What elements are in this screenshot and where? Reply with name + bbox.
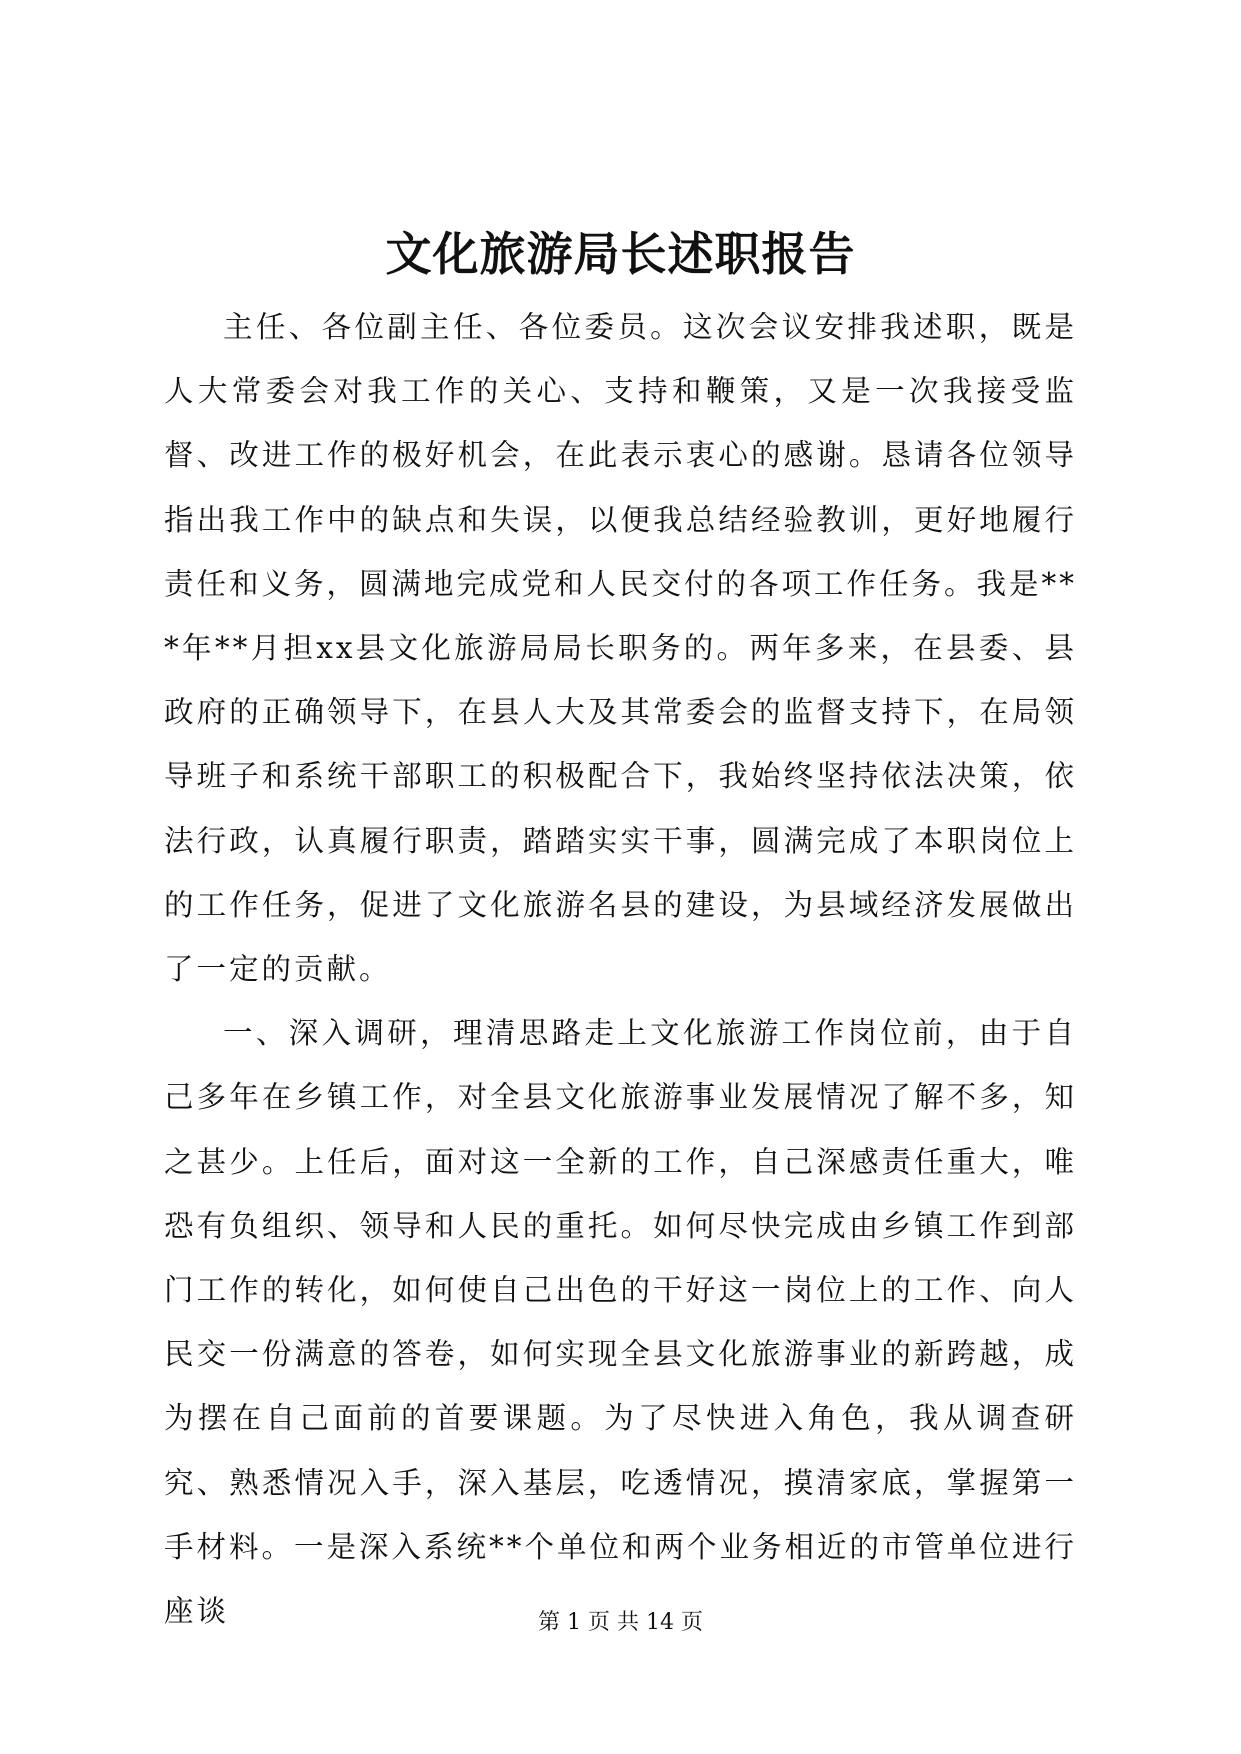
body-paragraph-1: 主任、各位副主任、各位委员。这次会议安排我述职，既是人大常委会对我工作的关心、支持和鞭策，又是一次我接受监督、改进工作的极好机会，在此表示衷心的感谢。恳请各位领导指出我工作中的缺点和失误，以便我总结经验教训，更好地履行责任和义务，圆满地完成党和人民交付的各项工作任务。我是***年**月担xx县文化旅游局局长职务的。两年多来，在县委、县政府的正确领导下，在县人大及其常委会的监督支持下，在局领导班子和系统干部职工的积极配合下，我始终坚持依法决策，依法行政，认真履行职责，踏踏实实干事，圆满完成了本职岗位上的工作任务，促进了文化旅游名县的建设，为县域经济发展做出了一定的贡献。 [164,310,1078,987]
document-title: 文化旅游局长述职报告 [385,227,856,281]
page-footer: 第 1 页 共 14 页 [538,1610,703,1635]
document-body [164,295,1077,1643]
body-paragraph-2: 一、深入调研，理清思路走上文化旅游工作岗位前，由于自己多年在乡镇工作，对全县文化旅游事业发展情况了解不多，知之甚少。上任后，面对这一全新的工作，自己深感责任重大，唯恐有负组织、领导和人民的重托。如何尽快完成由乡镇工作到部门工作的转化，如何使自己出色的干好这一岗位上的工作、向人民交一份满意的答卷，如何实现全县文化旅游事业的新跨越，成为摆在自己面前的首要课题。为了尽快进入角色，我从调查研究、熟悉情况入手，深入基层，吃透情况，摸清家底，掌握第一手材料。一是深入系统**个单位和两个业务相近的市管单位进行座谈 [164,1016,1078,1629]
